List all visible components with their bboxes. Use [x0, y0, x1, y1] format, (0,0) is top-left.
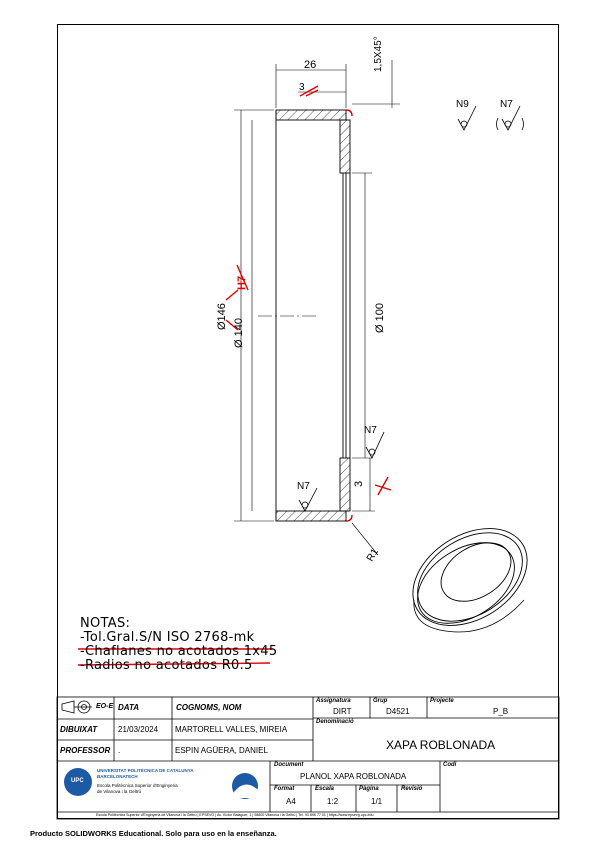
tb-dibuixat-name: MARTORELL VALLES, MIREIA: [175, 725, 288, 734]
tb-denominacio: XAPA ROBLONADA: [386, 738, 496, 752]
tb-school-line3: Escola Politècnica Superior d'Enginyeria: [97, 783, 178, 788]
tb-standard: EO-E: [96, 703, 114, 710]
notes-line-tolerance: -Tol.Gral.S/N ISO 2768-mk: [80, 630, 255, 645]
roughness-n9-label: N9: [456, 99, 469, 110]
tb-col-data: DATA: [118, 703, 140, 712]
wall-hatch-lower: [340, 458, 350, 511]
section-view: [276, 110, 352, 521]
roughness-mid-label: N7: [364, 425, 377, 436]
tb-codi-label: Codi: [443, 762, 457, 768]
tb-document: PLANOL XAPA ROBLONADA: [300, 772, 407, 781]
tb-format: A4: [286, 797, 296, 806]
roughness-symbols: [299, 106, 524, 511]
notes-line-chamfers: -Chaflanes no acotados 1x45: [80, 644, 278, 659]
tb-escala: 1:2: [327, 797, 339, 806]
notes-line-radii: -Radios no acotados R0.5: [80, 658, 253, 673]
tb-pagina: 1/1: [371, 797, 383, 806]
tb-dibuixat-date: 21/03/2024: [118, 725, 159, 734]
tb-grup: D4521: [386, 707, 410, 716]
dim-dia-146-struck: Ø146: [216, 303, 228, 330]
tb-school-line4: de Vilanova i la Geltrú: [97, 789, 141, 794]
wall-hatch-upper: [340, 120, 350, 173]
dim-width-26: 26: [304, 59, 317, 71]
projection-symbol: [62, 701, 92, 713]
tb-professor-date: .: [118, 746, 121, 755]
tb-professor-label: PROFESSOR: [60, 746, 111, 755]
tb-school-line2: BARCELONATECH: [97, 774, 138, 779]
drawing-notes: [80, 617, 277, 673]
bottom-flange-hatch: [276, 511, 346, 521]
title-block-grid: [57, 697, 559, 819]
tb-professor-name: ESPIN AGÜERA, DANIEL: [175, 746, 268, 755]
top-flange-hatch: [276, 110, 346, 120]
tb-revisio-label: Revisió: [401, 786, 423, 792]
tb-projecte: P_B: [493, 707, 509, 716]
tb-logo-text: UPC: [71, 778, 84, 784]
dim-dia-100: Ø 100: [374, 303, 386, 333]
tb-pagina-label: Pàgina: [359, 786, 379, 792]
tb-col-names: COGNOMS, NOM: [176, 703, 242, 712]
tb-address: Escola Politècnica Superior d'Enginyeria de Vilanova i la Geltrú | EPSEVG | Av. Víctor Balaguer, 1 | 08800 Vilanova i la Geltrú | Tel. 93 896 77 01 | https://www.epsevg.upc.edu: [96, 813, 374, 817]
tb-dibuixat-label: DIBUIXAT: [60, 725, 98, 734]
notes-title: NOTAS:: [80, 616, 131, 631]
tb-assignatura: DIRT: [333, 707, 352, 716]
tb-projecte-label: Projecte: [430, 698, 454, 704]
dim-width-3-struck: 3: [299, 82, 305, 93]
solidworks-footer: Producto SOLIDWORKS Educational. Solo para uso en la enseñanza.: [30, 829, 277, 838]
dim-radius-r1: R1: [365, 546, 381, 564]
tb-format-label: Format: [274, 786, 295, 792]
dim-dia-140: Ø 140: [233, 318, 245, 348]
tb-escala-label: Escala: [315, 786, 335, 792]
tb-denominacio-label: Denominació: [316, 719, 354, 725]
isometric-ring-view: [395, 509, 545, 646]
dim-height-3: 3: [353, 480, 365, 487]
tb-grup-label: Grup: [373, 698, 388, 704]
tb-document-label: Document: [274, 762, 304, 768]
dim-tolerance-h7: H7: [236, 275, 248, 290]
tb-assignatura-label: Assignatura: [316, 698, 351, 704]
roughness-n7-label: N7: [500, 99, 513, 110]
roughness-bottom-label: N7: [297, 481, 310, 492]
dim-chamfer: 1,5X45°: [373, 36, 384, 72]
tb-school-line1: UNIVERSITAT POLITÈCNICA DE CATALUNYA: [97, 768, 194, 773]
